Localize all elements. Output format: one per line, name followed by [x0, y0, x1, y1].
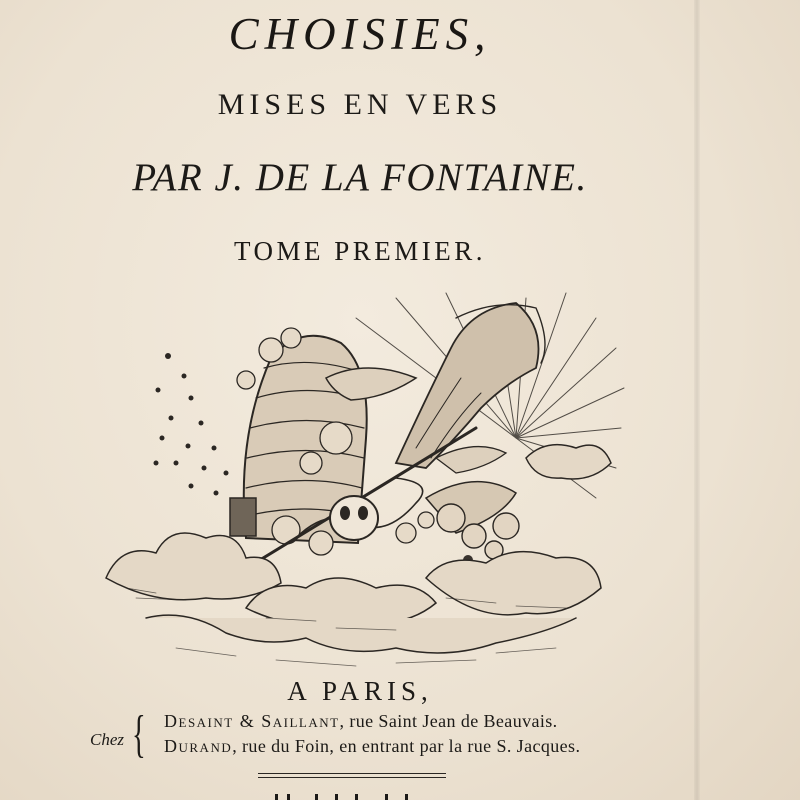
publisher-line-1	[164, 711, 558, 732]
publisher-name: Durand	[164, 736, 233, 756]
imprint-city: A PARIS,	[287, 676, 433, 706]
imprint-chez: Chez	[90, 730, 124, 749]
publisher-address: , rue Saint Jean de Beauvais.	[339, 711, 558, 731]
book-subtitle: MISES EN VERS	[217, 88, 503, 121]
author-line: PAR J. DE LA FONTAINE.	[132, 156, 588, 199]
book-title: CHOISIES,	[228, 9, 492, 59]
engraved-vignette	[96, 288, 626, 698]
publisher-name: Desaint & Saillant	[164, 711, 340, 731]
double-rule-top	[258, 773, 446, 774]
double-rule-bottom	[258, 777, 446, 778]
publisher-brace: {	[132, 706, 146, 763]
volume-line: TOME PREMIER.	[233, 236, 487, 266]
publisher-address: , rue du Foin, en entrant par la rue S. Jacques.	[232, 736, 581, 756]
publisher-line-2	[164, 736, 580, 757]
cropped-date-glyphs	[265, 786, 445, 800]
